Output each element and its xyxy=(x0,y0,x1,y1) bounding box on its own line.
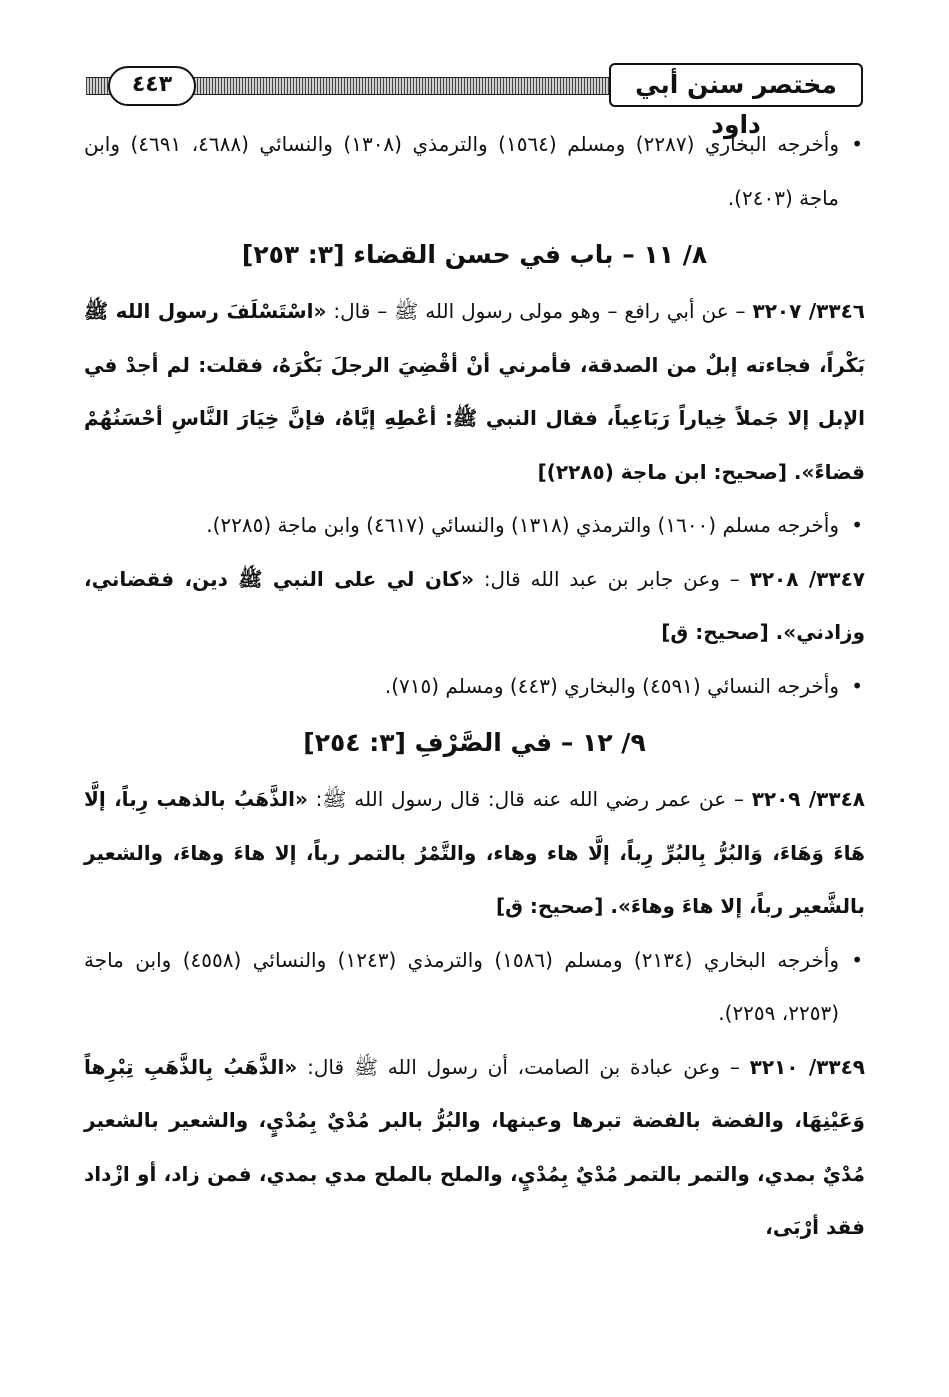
hadith-isnad: – عن عمر رضي الله عنه قال: قال رسول الله ﷺ: xyxy=(307,787,752,811)
takhrij-note: • وأخرجه مسلم (١٦٠٠) والترمذي (١٣١٨) والنسائي (٤٦١٧) وابن ماجة (٢٢٨٥). xyxy=(84,499,865,553)
hadith-paragraph xyxy=(84,773,865,934)
hadith-isnad: – عن أبي رافع – وهو مولى رسول الله ﷺ – قال: xyxy=(326,299,753,323)
book-title: مختصر سنن أبي داود xyxy=(609,63,863,107)
hadith-number: ٣٣٤٦/ ٣٢٠٧ xyxy=(752,299,865,323)
hadith-paragraph xyxy=(84,285,865,499)
page-number: ٤٤٣ xyxy=(108,66,196,106)
hadith-matn: «الذَّهَبُ بِالذَّهَبِ تِبْرِهاً وَعَيْنِهَا، والفضة بالفضة تبرها وعينها، والبُرُّ بالبر مُدْيٌ بِمُدْيٍ، والشعير بالشعير مُدْيٌ بمدي، والتمر بالتمر مُدْيٌ بِمُدْيٍ، والملح بالملح مدي بمدي، فمن زاد، أو ازْداد فقد أرْبَى، xyxy=(84,1054,865,1239)
hadith-matn: «اسْتَسْلَفَ رسول الله ﷺ بَكْراً، فجاءته إبلٌ من الصدقة، فأمرني أنْ أقْضِيَ الرجلَ بَكْرَهُ، فقلت: لم أجدْ في الإبل إلا جَملاً خِياراً رَبَاعِياً، فقال النبي ﷺ: أعْطِهِ إيَّاهُ، فإنَّ خِيَارَ النَّاسِ أحْسَنُهُمْ قضاءً». [صحيح: ابن ماجة (٢٢٨٥)] xyxy=(84,299,865,484)
takhrij-note: • وأخرجه البخاري (٢١٣٤) ومسلم (١٥٨٦) والترمذي (١٢٤٣) والنسائي (٤٥٥٨) وابن ماجة (٢٢٥٣، ٢٢٥٩). xyxy=(84,934,865,1041)
takhrij-note: • وأخرجه النسائي (٤٥٩١) والبخاري (٤٤٣) ومسلم (٧١٥). xyxy=(84,660,865,714)
hadith-matn: «الذَّهَبُ بالذهب رِباً، إلَّا هَاءَ وَهَاءَ، وَالبُرُّ بِالبُرِّ رِباً، إلَّا هاء وهاء، والتَّمْرُ بالتمر رباً، إلا هاءَ وهاءَ، والشعير بالشَّعير رباً، إلا هاءَ وهاءَ». [صحيح: ق] xyxy=(84,787,865,918)
hadith-number: ٣٣٤٧/ ٣٢٠٨ xyxy=(749,566,865,591)
hadith-paragraph xyxy=(84,553,865,660)
hadith-number: ٣٣٤٨/ ٣٢٠٩ xyxy=(751,787,865,811)
takhrij-note: • وأخرجه البخاري (٢٢٨٧) ومسلم (١٥٦٤) والترمذي (١٣٠٨) والنسائي (٤٦٨٨، ٤٦٩١) وابن ماجة (٢٤٠٣). xyxy=(84,118,865,225)
hadith-isnad: – وعن جابر بن عبد الله قال: xyxy=(474,566,750,591)
chapter-heading: ٩/ ١٢ – في الصَّرْفِ [٣: ٢٥٤] xyxy=(303,728,646,757)
hadith-paragraph xyxy=(84,1041,865,1255)
hadith-isnad: – وعن عبادة بن الصامت، أن رسول الله ﷺ قال: xyxy=(297,1054,750,1079)
chapter-heading: ٨/ ١١ – باب في حسن القضاء [٣: ٢٥٣] xyxy=(241,240,708,269)
running-header xyxy=(86,63,861,139)
page-body xyxy=(84,118,865,1255)
hadith-number: ٣٣٤٩/ ٣٢١٠ xyxy=(749,1054,865,1079)
hadith-matn: «كان لي على النبي ﷺ دين، فقضاني، وزادني». [صحيح: ق] xyxy=(84,566,865,644)
